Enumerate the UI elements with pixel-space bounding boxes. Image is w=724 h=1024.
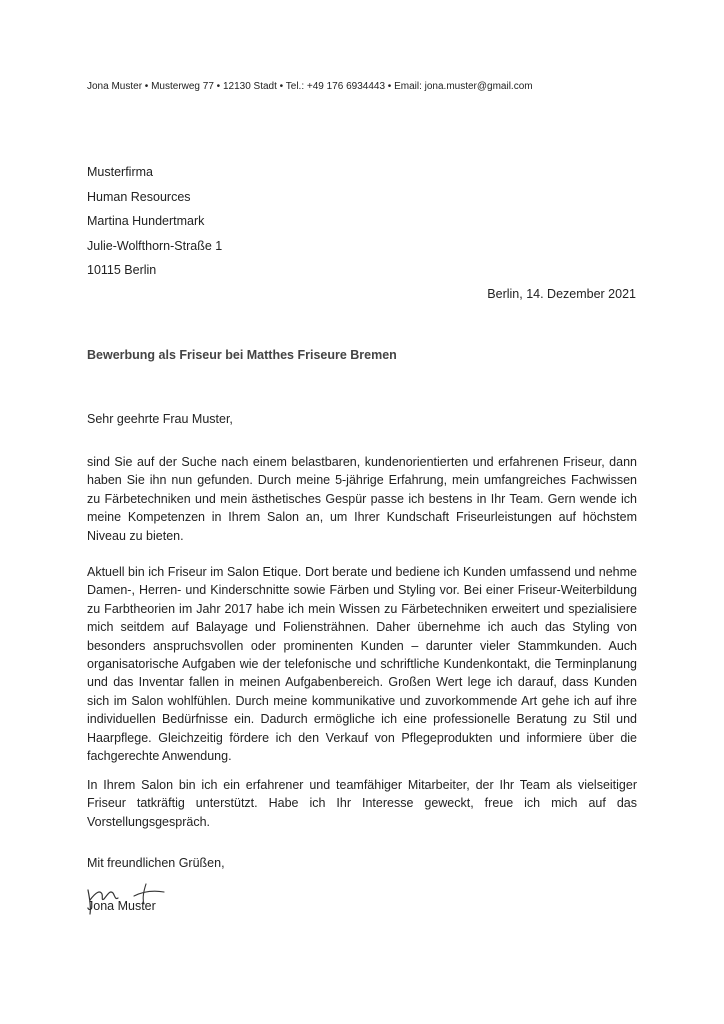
letter-subject: Bewerbung als Friseur bei Matthes Friseure Bremen	[87, 348, 397, 362]
signer-name: Jona Muster	[87, 899, 156, 913]
body-paragraph-experience: Aktuell bin ich Friseur im Salon Etique. Dort berate und bediene ich Kunden umfassend und nehme Damen-, Herren- und Kinderschnitte sowie Färben und Styling vor. Bei einer Friseur-Weiterbildung zu Farbtheorien im Jahr 2017 habe ich mein Wissen zu Färbetechniken erweitert und spezialisiere mich seitdem auf Balayage und Foliensträhnen. Daher übernehme ich auch das Styling von besonders anspruchsvollen oder prominenten Kunden – darunter vieler Stammkunden. Auch organisatorische Aufgaben wie der telefonische und schriftliche Kundenkontakt, die Terminplanung und das Inventar fallen in meinen Aufgabenbereich. Großen Wert lege ich darauf, dass Kunden sich im Salon wohlfühlen. Durch meine kommunikative und zuvorkommende Art gehe ich auf ihre individuellen Bedürfnisse ein. Dadurch ermögliche ich eine professionelle Beratung zu Stil und Haarpflege. Gleichzeitig fördere ich den Verkauf von Pflegeprodukten und informiere über die fachgerechte Anwendung.	[87, 565, 637, 764]
closing-phrase: Mit freundlichen Grüßen,	[87, 856, 225, 870]
body-paragraph-closing: In Ihrem Salon bin ich ein erfahrener und teamfähiger Mitarbeiter, der Ihr Team als vielseitiger Friseur tatkräftig unterstützt. Habe ich Ihr Interesse geweckt, freue ich mich auf das Vorstellungsgespräch.	[87, 778, 637, 829]
recipient-address-block	[87, 160, 222, 283]
body-paragraph-intro: sind Sie auf der Suche nach einem belastbaren, kundenorientierten und erfahrenen Friseur, dann haben Sie ihn nun gefunden. Durch meine 5-jährige Erfahrung, mein umfangreiches Fachwissen zu Färbetechniken und mein ästhetisches Gespür passe ich bestens in Ihr Team. Gern wende ich meine Kompetenzen in Ihrem Salon an, um Ihrer Kundschaft Friseurleistungen auf höchstem Niveau zu bieten.	[87, 455, 637, 543]
recipient-company: Musterfirma	[87, 165, 153, 179]
recipient-contact-person: Martina Hundertmark	[87, 214, 205, 228]
letter-date: Berlin, 14. Dezember 2021	[487, 287, 636, 301]
sender-address-line: Jona Muster • Musterweg 77 • 12130 Stadt • Tel.: +49 176 6934443 • Email: jona.muster@gmail.com	[87, 81, 533, 92]
salutation: Sehr geehrte Frau Muster,	[87, 412, 233, 426]
recipient-department: Human Resources	[87, 189, 191, 204]
recipient-city: 10115 Berlin	[87, 263, 157, 277]
recipient-street: Julie-Wolfthorn-Straße 1	[87, 238, 223, 253]
